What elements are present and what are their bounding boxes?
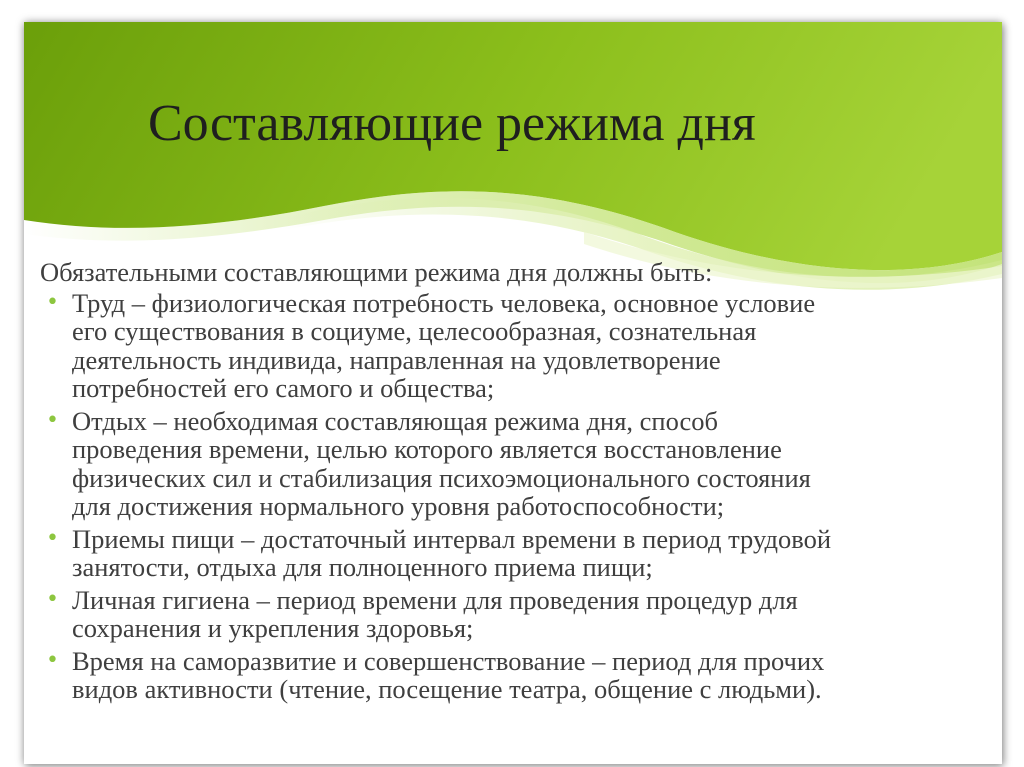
intro-text: Обязательными составляющими режима дня должны быть: xyxy=(40,257,713,287)
bullet-text: Приемы пищи – достаточный интервал времени в период трудовой занятости, отдыха для полноценного приема пищи; xyxy=(72,523,832,582)
list-item xyxy=(40,525,970,582)
list-item xyxy=(40,407,970,521)
bullet-list xyxy=(40,289,970,704)
slide-title: Составляющие режима дня xyxy=(148,95,756,152)
bullet-icon: • xyxy=(46,525,59,551)
bullet-icon: • xyxy=(46,407,59,433)
list-item xyxy=(40,586,970,643)
bullet-text: Время на саморазвитие и совершенствование – период для прочих видов активности (чтение, посещение театра, общение с людьми). xyxy=(72,645,825,704)
bullet-icon: • xyxy=(46,289,59,315)
bullet-icon: • xyxy=(46,647,59,673)
bullet-text: Отдых – необходимая составляющая режима дня, способ проведения времени, целью которого является восстановление физических сил и стабилизация психоэмоционального состояния для достижения нормального уровня работоспособности; xyxy=(72,405,811,521)
bullet-icon: • xyxy=(46,586,59,612)
slide xyxy=(24,22,1002,764)
list-item xyxy=(40,289,970,403)
bullet-text: Труд – физиологическая потребность человека, основное условие его существования в социуме, целесообразная, сознательная деятельность индивида, направленная на удовлетворение потребностей его самого и общества; xyxy=(72,287,816,403)
bullet-text: Личная гигиена – период времени для проведения процедур для сохранения и укрепления здоровья; xyxy=(72,584,798,643)
slide-body xyxy=(40,258,970,708)
list-item xyxy=(40,647,970,704)
